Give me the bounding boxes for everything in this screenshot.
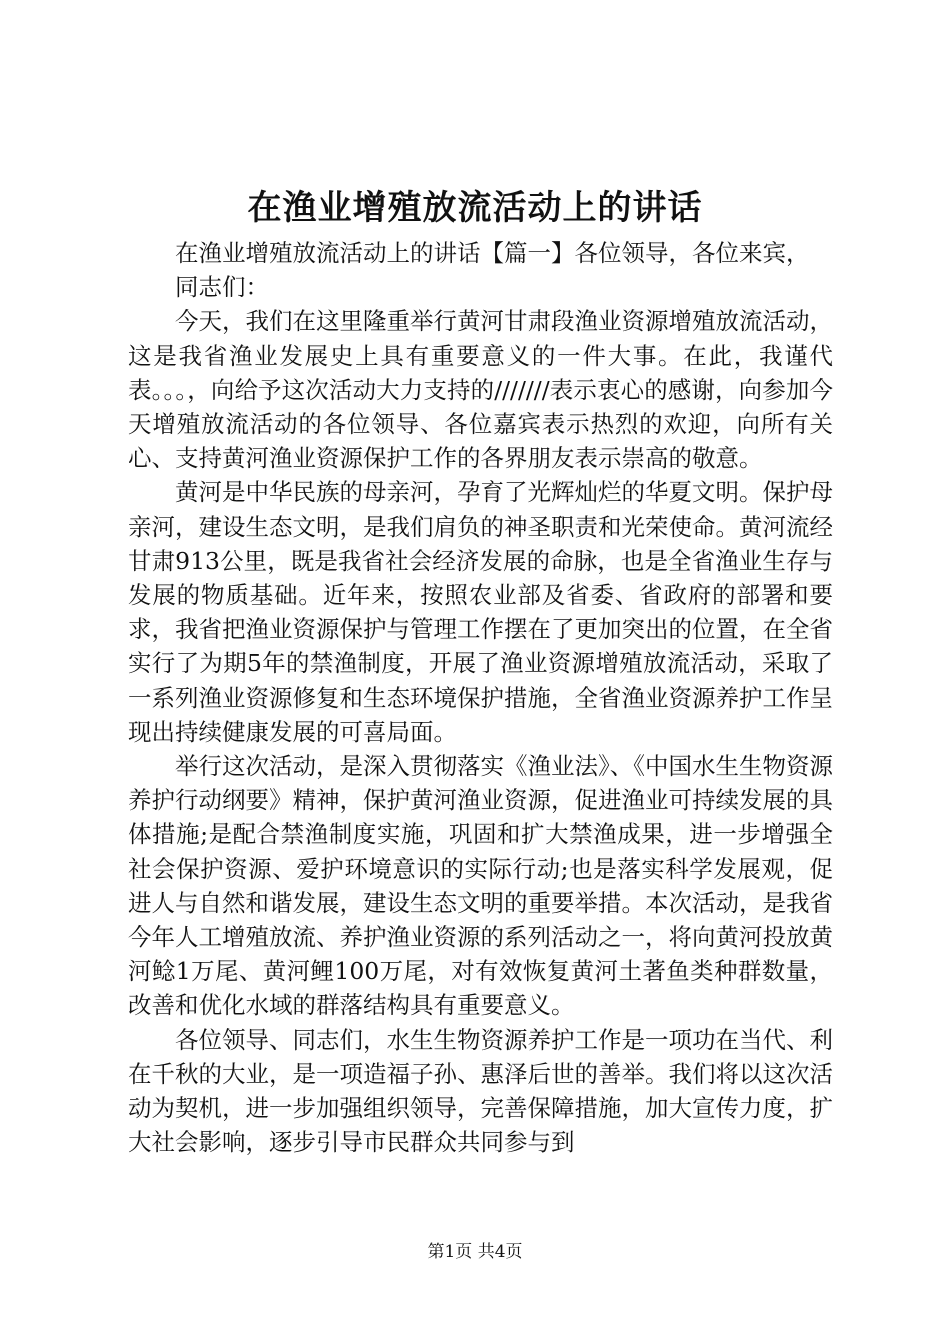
paragraph: 举行这次活动，是深入贯彻落实《渔业法》、《中国水生生物资源养护行动纲要》精神，保护黄河渔业资源，促进渔业可持续发展的具体措施;是配合禁渔制度实施，巩固和扩大禁渔成果，进一步增强全社会保护资源、爱护环境意识的实际行动;也是落实科学发展观，促进人与自然和谐发展，建设生态文明的重要举措。本次活动，是我省今年人工增殖放流、养护渔业资源的系列活动之一，将向黄河投放黄河鲶1万尾、黄河鲤100万尾，对有效恢复黄河土著鱼类种群数量，改善和优化水域的群落结构具有重要意义。	[128, 752, 833, 1020]
document-body	[128, 236, 833, 1159]
paragraph: 黄河是中华民族的母亲河，孕育了光辉灿烂的华夏文明。保护母亲河，建设生态文明，是我们肩负的神圣职责和光荣使命。黄河流经甘肃913公里，既是我省社会经济发展的命脉，也是全省渔业生存与发展的物质基础。近年来，按照农业部及省委、省政府的部署和要求，我省把渔业资源保护与管理工作摆在了更加突出的位置，在全省实行了为期5年的禁渔制度，开展了渔业资源增殖放流活动，采取了一系列渔业资源修复和生态环境保护措施，全省渔业资源养护工作呈现出持续健康发展的可喜局面。	[128, 478, 833, 746]
page-title: 在渔业增殖放流活动上的讲话	[247, 188, 703, 228]
paragraph: 各位领导、同志们，水生生物资源养护工作是一项功在当代、利在千秋的大业，是一项造福子孙、惠泽后世的善举。我们将以这次活动为契机，进一步加强组织领导，完善保障措施，加大宣传力度，扩大社会影响，逐步引导市民群众共同参与到	[128, 1025, 833, 1157]
paragraph: 同志们：	[175, 273, 269, 302]
paragraph: 在渔业增殖放流活动上的讲话【篇一】各位领导，各位来宾，	[175, 239, 810, 267]
paragraph: 今天，我们在这里隆重举行黄河甘肃段渔业资源增殖放流活动，这是我省渔业发展史上具有重要意义的一件大事。在此，我谨代表。。。，向给予这次活动大力支持的///////表示衷心的感谢，向参加今天增殖放流活动的各位领导、各位嘉宾表示热烈的欢迎，向所有关心、支持黄河渔业资源保护工作的各界朋友表示崇高的敬意。	[128, 307, 833, 473]
page-footer: 第1页 共4页	[427, 1242, 523, 1262]
